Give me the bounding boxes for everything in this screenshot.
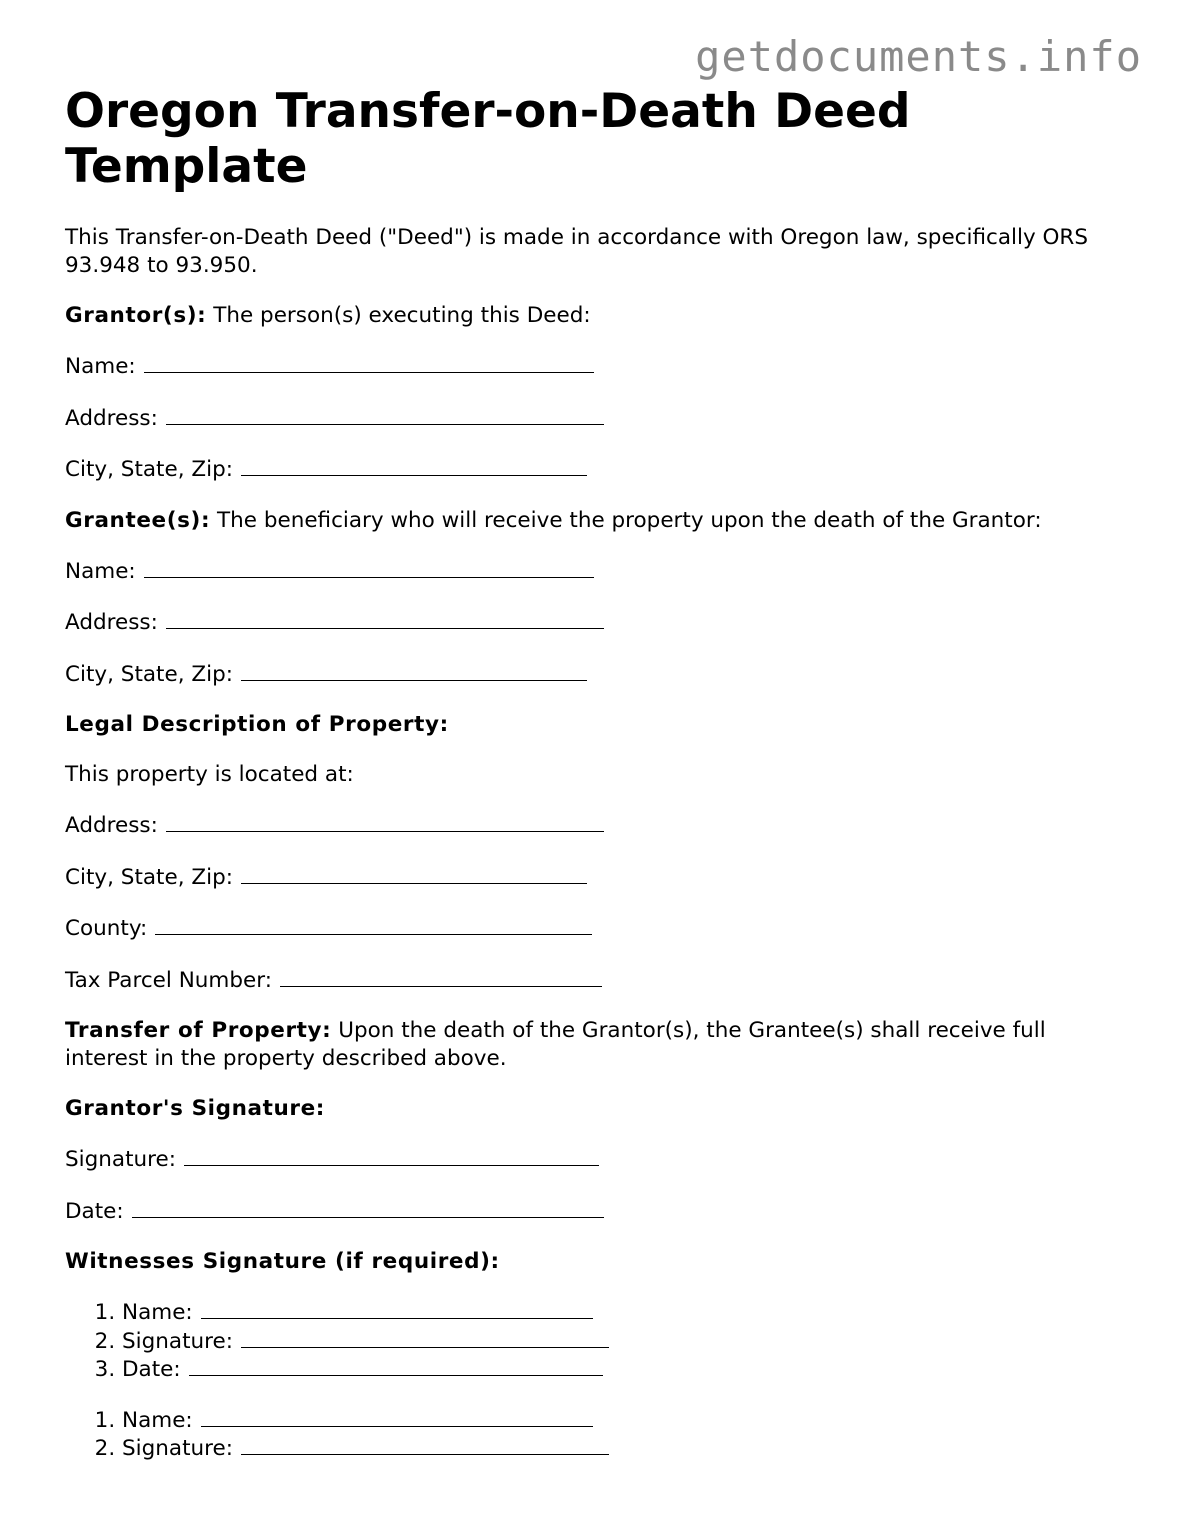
blank-line[interactable] <box>241 1327 609 1348</box>
grantee-text: The beneficiary who will receive the property upon the death of the Grantor: <box>217 507 1042 533</box>
blank-line[interactable] <box>201 1298 593 1319</box>
property-heading-line <box>65 711 1125 739</box>
field-label: City, State, Zip: <box>65 457 233 482</box>
watermark: getdocuments.info <box>695 32 1142 81</box>
witness-2-name-field[interactable] <box>122 1406 1125 1435</box>
field-label: Date: <box>65 1198 124 1224</box>
intro-paragraph: This Transfer-on-Death Deed ("Deed") is made in accordance with Oregon law, specifically ORS 93.948 to 93.950. <box>65 225 1089 278</box>
blank-line[interactable] <box>155 914 592 935</box>
property-tax-field[interactable] <box>65 966 1125 995</box>
blank-line[interactable] <box>241 660 587 681</box>
grantor-name-field[interactable] <box>65 352 1125 381</box>
blank-line[interactable] <box>166 608 604 629</box>
blank-line[interactable] <box>241 1434 609 1455</box>
grantor-city-field[interactable] <box>65 455 1125 484</box>
blank-line[interactable] <box>280 966 602 987</box>
blank-line[interactable] <box>144 557 594 578</box>
field-label: Name: <box>122 1300 193 1325</box>
field-label: Name: <box>122 1407 193 1433</box>
grantor-signature-heading: Grantor's Signature: <box>65 1096 326 1121</box>
field-label: City, State, Zip: <box>65 864 233 890</box>
property-city-field[interactable] <box>65 863 1125 892</box>
witness-list-2 <box>65 1406 1125 1463</box>
grantee-address-field[interactable] <box>65 608 1125 637</box>
blank-line[interactable] <box>184 1145 599 1166</box>
grantee-heading-line <box>65 507 1125 535</box>
blank-line[interactable] <box>201 1406 593 1427</box>
field-label: Signature: <box>65 1147 176 1172</box>
blank-line[interactable] <box>132 1197 604 1218</box>
grantor-heading: Grantor(s): <box>65 303 207 328</box>
property-county-field[interactable] <box>65 914 1125 943</box>
grantee-city-field[interactable] <box>65 660 1125 689</box>
grantee-heading: Grantee(s): <box>65 507 211 533</box>
property-located-text: This property is located at: <box>65 762 354 787</box>
field-label: Address: <box>65 813 158 838</box>
transfer-paragraph <box>65 1017 1125 1073</box>
field-label: Signature: <box>122 1436 233 1461</box>
witnesses-heading: Witnesses Signature (if required): <box>65 1249 500 1274</box>
blank-line[interactable] <box>189 1355 603 1376</box>
field-label: Date: <box>122 1357 181 1382</box>
transfer-heading: Transfer of Property: <box>65 1018 332 1043</box>
grantor-address-field[interactable] <box>65 404 1125 433</box>
field-label: Address: <box>65 405 158 431</box>
blank-line[interactable] <box>166 811 604 832</box>
field-label: Name: <box>65 558 136 584</box>
witness-1-signature-field[interactable] <box>122 1327 1125 1356</box>
witness-list-1 <box>65 1298 1125 1384</box>
field-label: County: <box>65 916 148 941</box>
grantee-name-field[interactable] <box>65 557 1125 586</box>
grantor-heading-line <box>65 302 1125 330</box>
blank-line[interactable] <box>241 863 587 884</box>
document-body <box>65 84 1125 1485</box>
grantor-text: The person(s) executing this Deed: <box>213 303 591 328</box>
field-label: City, State, Zip: <box>65 661 233 687</box>
field-label: Signature: <box>122 1328 233 1354</box>
blank-line[interactable] <box>241 455 587 476</box>
field-label: Address: <box>65 610 158 635</box>
grantor-signature-field[interactable] <box>65 1145 1125 1174</box>
grantor-date-field[interactable] <box>65 1197 1125 1226</box>
witnesses-heading-line <box>65 1248 1125 1276</box>
transfer-text: Upon the death of the Grantor(s), the Grantee(s) shall receive full interest in the property described above. <box>65 1018 1046 1071</box>
field-label: Name: <box>65 354 136 379</box>
blank-line[interactable] <box>144 352 594 373</box>
property-address-field[interactable] <box>65 811 1125 840</box>
field-label: Tax Parcel Number: <box>65 967 272 993</box>
witness-1-date-field[interactable] <box>122 1355 1125 1384</box>
document-title: Oregon Transfer-on-Death Deed Template <box>65 84 911 194</box>
property-heading: Legal Description of Property: <box>65 712 449 737</box>
grantor-signature-heading-line <box>65 1095 1125 1123</box>
witness-1-name-field[interactable] <box>122 1298 1125 1327</box>
blank-line[interactable] <box>166 404 604 425</box>
witness-2-signature-field[interactable] <box>122 1434 1125 1463</box>
